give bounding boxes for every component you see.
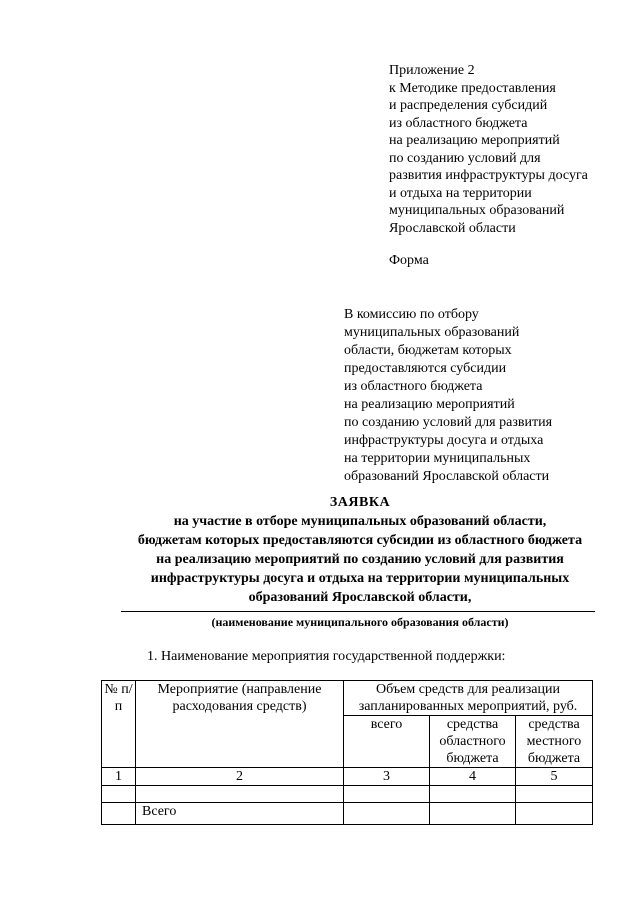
table-cell	[102, 803, 136, 825]
appendix-line: Приложение 2	[389, 63, 475, 78]
table-cell: 5	[516, 768, 593, 786]
table-cell[interactable]	[516, 786, 593, 803]
addressee-line: предоставляются субсидии	[344, 361, 507, 376]
col-header-local: средства местного бюджета	[516, 716, 593, 768]
appendix-line: и отдыха на территории	[389, 185, 532, 201]
appendix-line: на реализацию мероприятий	[389, 133, 560, 148]
page-title: ЗАЯВКА	[329, 495, 391, 510]
table-cell: 1	[102, 768, 136, 786]
appendix-line: Ярославской области	[389, 220, 516, 236]
table-header-row	[102, 681, 593, 716]
table-cell: 2	[136, 768, 344, 786]
table-cell[interactable]	[430, 803, 516, 825]
addressee-line: области, бюджетам которых	[344, 343, 512, 358]
table-row	[102, 786, 593, 803]
funding-table	[101, 680, 593, 825]
addressee-line: на территории муниципальных	[344, 451, 531, 466]
title-line: образований Ярославской области,	[248, 590, 472, 605]
appendix-line: по созданию условий для	[389, 150, 541, 166]
table-cell[interactable]	[136, 786, 344, 803]
table-cell[interactable]	[344, 803, 430, 825]
appendix-line: муниципальных образований	[389, 203, 565, 218]
addressee-line: из областного бюджета	[344, 379, 483, 394]
col-header-volume: Объем средств для реализации запланированных мероприятий, руб.	[344, 681, 593, 716]
addressee-line: на реализацию мероприятий	[344, 397, 515, 412]
title-line: бюджетам которых предоставляются субсидии из областного бюджета	[137, 533, 583, 548]
table-cell[interactable]	[344, 786, 430, 803]
addressee-line: В комиссию по отбору	[344, 307, 479, 322]
addressee-line: по созданию условий для развития	[344, 415, 553, 430]
total-label: Всего	[136, 803, 344, 825]
addressee-line: образований Ярославской области	[344, 469, 550, 484]
col-header-regional: средства областного бюджета	[430, 716, 516, 768]
appendix-line: к Методике предоставления	[389, 80, 556, 96]
appendix-header	[389, 62, 629, 237]
table-total-row	[102, 803, 593, 825]
appendix-line: и распределения субсидий	[389, 98, 548, 113]
municipality-name-field[interactable]	[121, 611, 595, 612]
appendix-line: развития инфраструктуры досуга	[389, 168, 588, 183]
application-title	[96, 493, 624, 607]
table-cell[interactable]	[430, 786, 516, 803]
addressee-block	[344, 306, 624, 486]
table-numbering-row	[102, 768, 593, 786]
table-cell: 3	[344, 768, 430, 786]
col-header-event: Мероприятие (направление расходования средств)	[136, 681, 344, 768]
title-line: инфраструктуры досуга и отдыха на территории муниципальных	[150, 571, 570, 586]
table-cell: 4	[430, 768, 516, 786]
col-header-number: № п/п	[102, 681, 136, 768]
section-1-heading: 1. Наименование мероприятия государственной поддержки:	[147, 649, 506, 664]
title-line: на реализацию мероприятий по созданию условий для развития	[156, 552, 564, 567]
col-header-total: всего	[344, 716, 430, 768]
table-cell[interactable]	[102, 786, 136, 803]
municipality-name-caption: (наименование муниципального образования области)	[211, 615, 509, 629]
form-label: Форма	[389, 253, 429, 268]
addressee-line: муниципальных образований	[344, 325, 520, 340]
addressee-line: инфраструктуры досуга и отдыха	[344, 433, 544, 448]
table-cell[interactable]	[516, 803, 593, 825]
title-line: на участие в отборе муниципальных образований области,	[173, 514, 547, 529]
appendix-line: из областного бюджета	[389, 115, 528, 131]
